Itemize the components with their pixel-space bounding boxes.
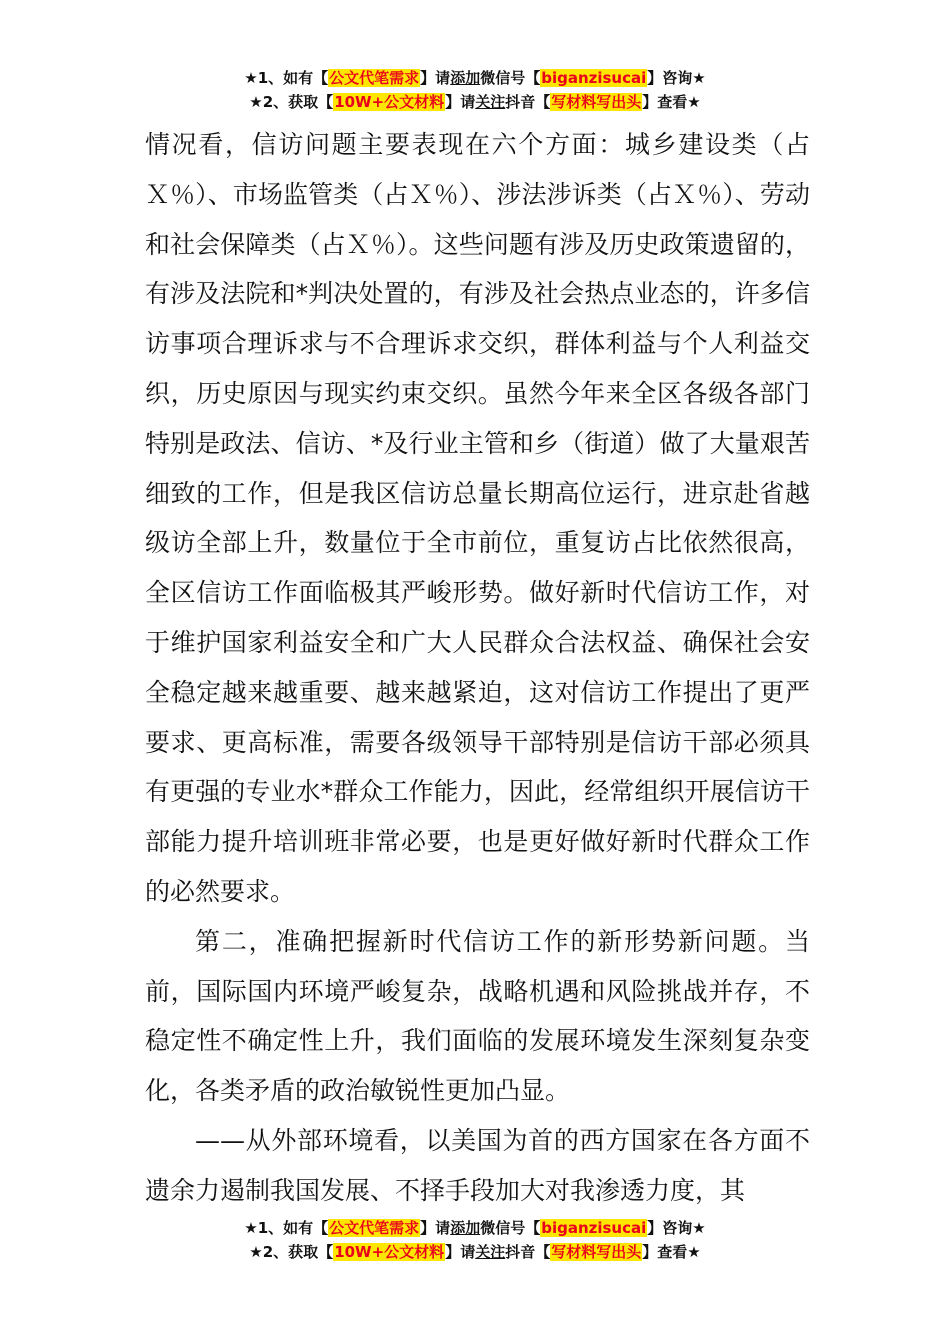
banner-douyin-account: 写材料写出头 — [551, 93, 642, 111]
banner-text: 抖音【 — [505, 93, 551, 111]
banner-emphasis: 关注 — [475, 1243, 506, 1261]
header-banner-line-2 — [0, 90, 950, 114]
banner-text: 】请 — [445, 1243, 476, 1261]
banner-text: 】咨询★ — [647, 69, 706, 87]
banner-emphasis: 添加 — [450, 1219, 481, 1237]
banner-text: 】查看★ — [642, 1243, 701, 1261]
banner-highlight: 公文代笔需求 — [329, 1219, 420, 1237]
banner-text: 】请 — [420, 69, 451, 87]
banner-text: 】咨询★ — [647, 1219, 706, 1237]
banner-text: 微信号【 — [480, 1219, 541, 1237]
banner-text: 微信号【 — [480, 69, 541, 87]
banner-text: ★2、获取【 — [249, 93, 334, 111]
footer-banner-line-1 — [0, 1216, 950, 1240]
document-body — [145, 120, 810, 1216]
banner-highlight: 公文代笔需求 — [329, 69, 420, 87]
paragraph: 情况看，信访问题主要表现在六个方面：城乡建设类（占Ｘ％）、市场监管类（占Ｘ％）、涉法涉诉类（占Ｘ％）、劳动和社会保障类（占Ｘ％）。这些问题有涉及历史政策遗留的，有涉及法院和*判决处置的，有涉及社会热点业态的，许多信访事项合理诉求与不合理诉求交织，群体利益与个人利益交织，历史原因与现实约束交织。虽然今年来全区各级各部门特别是政法、信访、*及行业主管和乡（街道）做了大量艰苦细致的工作，但是我区信访总量长期高位运行，进京赴省越级访全部上升，数量位于全市前位，重复访占比依然很高，全区信访工作面临极其严峻形势。做好新时代信访工作，对于维护国家利益安全和广大人民群众合法权益、确保社会安全稳定越来越重要、越来越紧迫，这对信访工作提出了更严要求、更高标准，需要各级领导干部特别是信访干部必须具有更强的专业水*群众工作能力，因此，经常组织开展信访干部能力提升培训班非常必要，也是更好做好新时代群众工作的必然要求。 — [145, 130, 810, 906]
banner-emphasis: 关注 — [475, 93, 506, 111]
footer-banner-line-2 — [0, 1240, 950, 1264]
paragraph: ——从外部环境看，以美国为首的西方国家在各方面不遗余力遏制我国发展、不择手段加大对我渗透力度，其 — [145, 1125, 810, 1205]
banner-highlight: 10W+公文材料 — [334, 93, 445, 111]
banner-douyin-account: 写材料写出头 — [551, 1243, 642, 1261]
banner-text: ★1、如有【 — [244, 1219, 329, 1237]
banner-wechat-id: biganzisucai — [541, 1219, 647, 1237]
banner-text: ★2、获取【 — [249, 1243, 334, 1261]
header-banner-line-1 — [0, 66, 950, 90]
footer-banner — [0, 1216, 950, 1264]
banner-text: 抖音【 — [505, 1243, 551, 1261]
paragraph: 第二，准确把握新时代信访工作的新形势新问题。当前，国际国内环境严峻复杂，战略机遇和风险挑战并存，不稳定性不确定性上升，我们面临的发展环境发生深刻复杂变化，各类矛盾的政治敏锐性更加凸显。 — [145, 926, 810, 1106]
banner-highlight: 10W+公文材料 — [334, 1243, 445, 1261]
header-banner — [0, 66, 950, 114]
banner-text: ★1、如有【 — [244, 69, 329, 87]
banner-emphasis: 添加 — [450, 69, 481, 87]
banner-text: 】请 — [445, 93, 476, 111]
banner-wechat-id: biganzisucai — [541, 69, 647, 87]
banner-text: 】查看★ — [642, 93, 701, 111]
banner-text: 】请 — [420, 1219, 451, 1237]
